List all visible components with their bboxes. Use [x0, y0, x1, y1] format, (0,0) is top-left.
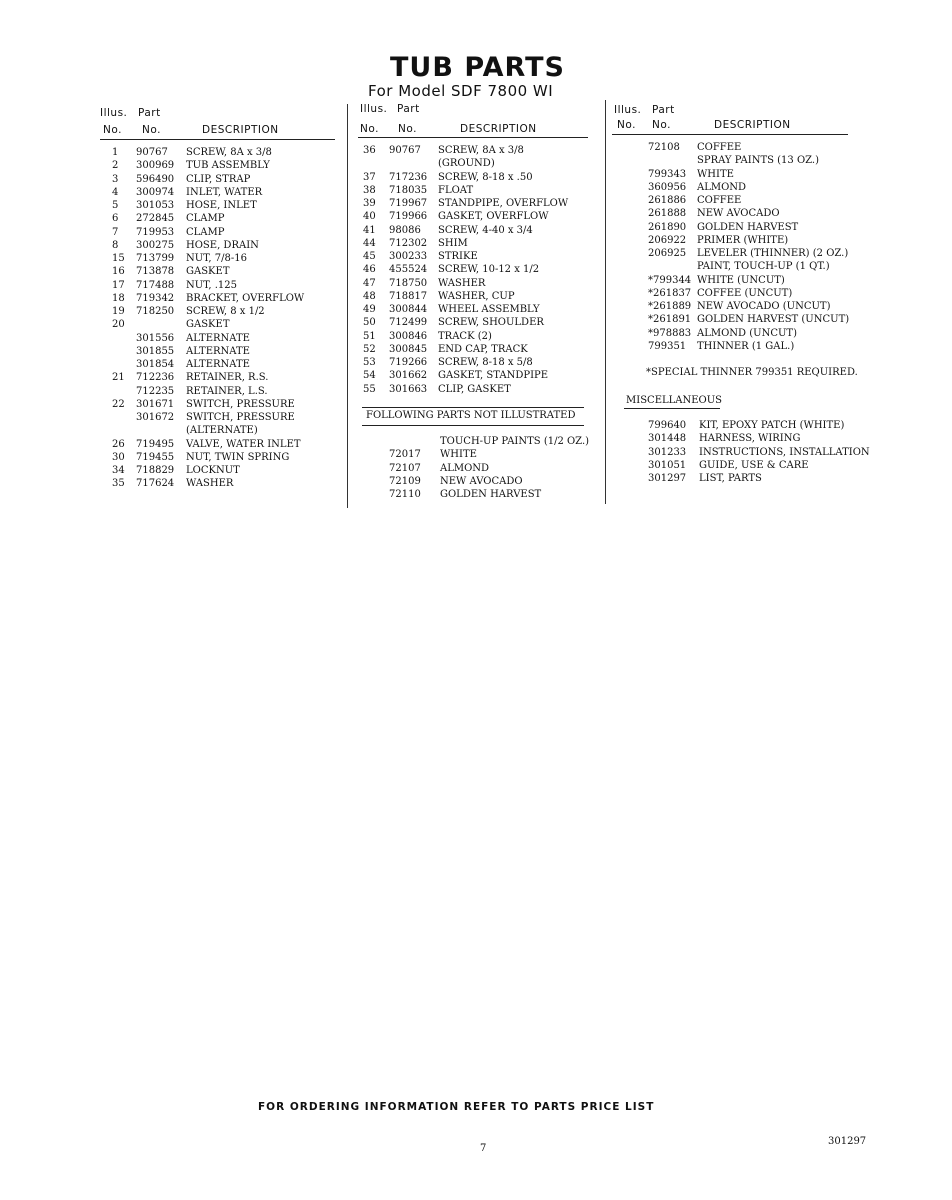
part-description: KIT, EPOXY PATCH (WHITE) — [699, 420, 845, 431]
illus-number: 19 — [112, 306, 125, 317]
illus-label: Illus. — [614, 104, 642, 116]
illus-number: 45 — [363, 251, 376, 262]
part-number: 799640 — [648, 420, 687, 431]
part-number: 719953 — [136, 226, 175, 238]
part-number: 72017 — [389, 449, 421, 461]
part-number: 300845 — [389, 343, 428, 355]
part-description: GOLDEN HARVEST — [697, 221, 799, 233]
part-label: Part — [652, 104, 675, 116]
page-title: TUB PARTS — [390, 52, 565, 83]
part-number: 300974 — [136, 186, 175, 198]
part-description: PAINT, TOUCH-UP (1 QT.) — [697, 261, 830, 273]
part-number: 718750 — [389, 277, 428, 289]
part-description: STRIKE — [438, 251, 478, 262]
part-number: 206922 — [648, 234, 687, 246]
illus-number: 55 — [363, 383, 376, 395]
part-description: TOUCH-UP PAINTS (1/2 OZ.) — [440, 436, 590, 447]
part-number: 301297 — [648, 473, 687, 484]
part-description: NEW AVOCADO (UNCUT) — [697, 301, 831, 312]
illus-label: Illus. — [100, 107, 128, 119]
part-description: SCREW, 4-40 x 3/4 — [438, 224, 533, 236]
part-number: 713878 — [136, 266, 175, 278]
part-description: HOSE, DRAIN — [186, 239, 259, 251]
part-number: 718817 — [389, 290, 428, 302]
part-description: RETAINER, L.S. — [186, 385, 268, 397]
part-number: 718250 — [136, 306, 175, 317]
part-number: 717488 — [136, 279, 175, 291]
document-code: 301297 — [828, 1136, 867, 1147]
part-description: NUT, .125 — [186, 279, 238, 291]
illus-number: 44 — [363, 237, 376, 249]
part-number: 98086 — [389, 224, 421, 236]
no-label: No. — [398, 123, 417, 135]
part-label: Part — [138, 107, 161, 119]
illus-number: 46 — [363, 264, 376, 276]
part-number: 596490 — [136, 173, 175, 185]
part-description: BRACKET, OVERFLOW — [186, 292, 305, 304]
part-description: SWITCH, PRESSURE — [186, 398, 295, 410]
part-description: GASKET — [186, 319, 230, 331]
misc-heading: MISCELLANEOUS — [626, 395, 723, 406]
part-description: COFFEE — [697, 142, 742, 153]
part-number: 261890 — [648, 221, 687, 233]
part-description: LOCKNUT — [186, 465, 240, 476]
part-description: PRIMER (WHITE) — [697, 234, 789, 246]
illus-number: 2 — [112, 160, 119, 172]
part-number: 718829 — [136, 465, 175, 476]
part-number: 72108 — [648, 142, 680, 153]
part-description: (ALTERNATE) — [186, 425, 258, 437]
part-number: 301855 — [136, 345, 175, 357]
part-description: WASHER — [438, 277, 486, 289]
column-divider — [605, 100, 606, 504]
part-description: SCREW, 8-18 x 5/8 — [438, 357, 533, 368]
illus-number: 30 — [112, 451, 125, 463]
illus-number: 1 — [112, 147, 119, 158]
part-description: STANDPIPE, OVERFLOW — [438, 198, 569, 209]
part-description: CLAMP — [186, 226, 225, 238]
part-number: 301556 — [136, 332, 175, 344]
part-number: 718035 — [389, 184, 428, 196]
part-description: TUB ASSEMBLY — [186, 160, 270, 172]
part-description: INSTRUCTIONS, INSTALLATION — [699, 446, 870, 458]
illus-number: 52 — [363, 343, 376, 355]
part-number: 301053 — [136, 200, 175, 211]
part-description: COFFEE (UNCUT) — [697, 287, 793, 299]
illus-number: 5 — [112, 200, 119, 211]
part-number: 719495 — [136, 438, 175, 450]
part-number: 301233 — [648, 446, 687, 458]
part-description: RETAINER, R.S. — [186, 372, 269, 384]
illus-number: 38 — [363, 184, 376, 196]
part-number: 301671 — [136, 398, 175, 410]
part-number: 300846 — [389, 330, 428, 342]
part-description: SWITCH, PRESSURE — [186, 412, 295, 423]
part-number: 301854 — [136, 359, 175, 370]
part-description: CLIP, GASKET — [438, 383, 511, 395]
part-description: COFFEE — [697, 195, 742, 206]
illus-number: 51 — [363, 330, 376, 342]
part-number: 719342 — [136, 292, 175, 304]
illus-number: 20 — [112, 319, 125, 331]
part-description: SHIM — [438, 237, 468, 249]
part-description: TRACK (2) — [438, 330, 492, 342]
part-description: GASKET, STANDPIPE — [438, 370, 549, 382]
part-description: NEW AVOCADO — [697, 208, 780, 220]
section-rule — [362, 425, 584, 426]
part-description: WHITE — [697, 168, 734, 180]
part-number: 301448 — [648, 433, 687, 445]
no-label: No. — [617, 119, 636, 131]
ordering-footer: FOR ORDERING INFORMATION REFER TO PARTS PRICE LIST — [258, 1101, 655, 1113]
part-description: WASHER — [186, 478, 234, 490]
illus-number: 15 — [112, 253, 125, 264]
part-number: 301663 — [389, 383, 428, 395]
part-number: 717624 — [136, 478, 175, 490]
illus-number: 3 — [112, 173, 119, 185]
part-number: 300844 — [389, 304, 428, 315]
no-label: No. — [142, 124, 161, 136]
part-description: WHITE (UNCUT) — [697, 274, 785, 286]
part-number: 261886 — [648, 195, 687, 206]
no-label: No. — [652, 119, 671, 131]
illus-number: 6 — [112, 213, 119, 225]
part-description: ALMOND — [697, 181, 747, 193]
illus-number: 4 — [112, 186, 119, 198]
part-description: SCREW, 10-12 x 1/2 — [438, 264, 540, 276]
part-description: ALTERNATE — [186, 332, 250, 344]
part-number: 300969 — [136, 160, 175, 172]
illus-number: 34 — [112, 465, 125, 476]
part-description: CLAMP — [186, 213, 225, 225]
header-rule — [100, 139, 335, 140]
part-description: ALTERNATE — [186, 345, 250, 357]
part-description: SCREW, 8 x 1/2 — [186, 306, 265, 317]
part-number: 712499 — [389, 317, 428, 329]
part-number: 712302 — [389, 237, 428, 249]
part-number: 719266 — [389, 357, 428, 368]
part-description: NUT, TWIN SPRING — [186, 451, 290, 463]
part-number: *261889 — [648, 301, 692, 312]
part-description: INLET, WATER — [186, 186, 263, 198]
illus-number: 48 — [363, 290, 376, 302]
illus-number: 35 — [112, 478, 125, 490]
part-description: THINNER (1 GAL.) — [697, 340, 795, 352]
part-number: 360956 — [648, 181, 687, 193]
part-description: (GROUND) — [438, 158, 495, 170]
desc-label: DESCRIPTION — [460, 123, 537, 135]
part-description: HOSE, INLET — [186, 200, 257, 211]
part-number: 90767 — [389, 145, 421, 156]
part-number: 72110 — [389, 489, 421, 500]
header-rule — [612, 134, 848, 135]
part-description: ALTERNATE — [186, 359, 250, 370]
part-description: GASKET — [186, 266, 230, 278]
illus-number: 21 — [112, 372, 125, 384]
illus-number: 36 — [363, 145, 376, 156]
part-number: 90767 — [136, 147, 168, 158]
part-number: 455524 — [389, 264, 428, 276]
illus-number: 37 — [363, 171, 376, 183]
part-number: 719967 — [389, 198, 428, 209]
part-description: GOLDEN HARVEST — [440, 489, 542, 500]
no-label: No. — [103, 124, 122, 136]
part-number: 300233 — [389, 251, 428, 262]
part-description: ALMOND (UNCUT) — [697, 327, 797, 339]
part-number: 799351 — [648, 340, 687, 352]
part-number: *978883 — [648, 327, 692, 339]
illus-number: 53 — [363, 357, 376, 368]
desc-label: DESCRIPTION — [202, 124, 279, 136]
illus-number: 7 — [112, 226, 119, 238]
part-description: WHITE — [440, 449, 477, 461]
part-description: NUT, 7/8-16 — [186, 253, 247, 264]
part-description: LIST, PARTS — [699, 473, 762, 484]
part-description: GUIDE, USE & CARE — [699, 459, 809, 471]
part-number: 261888 — [648, 208, 687, 220]
part-description: CLIP, STRAP — [186, 173, 251, 185]
part-description: SCREW, 8-18 x .50 — [438, 171, 533, 183]
part-description: SCREW, 8A x 3/8 — [438, 145, 524, 156]
part-description: GASKET, OVERFLOW — [438, 211, 549, 223]
desc-label: DESCRIPTION — [714, 119, 791, 131]
header-rule — [358, 137, 588, 138]
misc-rule — [624, 408, 720, 409]
part-number: 72107 — [389, 462, 421, 474]
illus-number: 39 — [363, 198, 376, 209]
part-label: Part — [397, 103, 420, 115]
part-description: HARNESS, WIRING — [699, 433, 801, 445]
part-number: 206925 — [648, 248, 687, 259]
part-number: 712235 — [136, 385, 175, 397]
part-number: *261837 — [648, 287, 692, 299]
part-description: SCREW, 8A x 3/8 — [186, 147, 272, 158]
illus-number: 26 — [112, 438, 125, 450]
special-note: *SPECIAL THINNER 799351 REQUIRED. — [646, 367, 858, 378]
part-number: 72109 — [389, 475, 421, 487]
part-number: 272845 — [136, 213, 175, 225]
part-description: FLOAT — [438, 184, 474, 196]
part-description: ALMOND — [440, 462, 490, 474]
part-description: WHEEL ASSEMBLY — [438, 304, 540, 315]
illus-number: 47 — [363, 277, 376, 289]
illus-number: 17 — [112, 279, 125, 291]
part-description: NEW AVOCADO — [440, 475, 523, 487]
part-description: END CAP, TRACK — [438, 343, 528, 355]
part-number: 719455 — [136, 451, 175, 463]
illus-label: Illus. — [360, 103, 388, 115]
part-number: 799343 — [648, 168, 687, 180]
part-description: GOLDEN HARVEST (UNCUT) — [697, 314, 850, 326]
part-number: 301051 — [648, 459, 687, 471]
page-subtitle: For Model SDF 7800 WI — [368, 82, 554, 100]
part-description: SCREW, SHOULDER — [438, 317, 544, 329]
part-number: 717236 — [389, 171, 428, 183]
illus-number: 22 — [112, 398, 125, 410]
part-description: WASHER, CUP — [438, 290, 515, 302]
part-number: 712236 — [136, 372, 175, 384]
part-number: 719966 — [389, 211, 428, 223]
part-number: *261891 — [648, 314, 692, 326]
illus-number: 41 — [363, 224, 376, 236]
part-description: LEVELER (THINNER) (2 OZ.) — [697, 248, 849, 259]
illus-number: 49 — [363, 304, 376, 315]
part-number: 713799 — [136, 253, 175, 264]
column-divider — [347, 104, 348, 508]
illus-number: 50 — [363, 317, 376, 329]
part-description: VALVE, WATER INLET — [186, 438, 301, 450]
no-label: No. — [360, 123, 379, 135]
section-rule — [362, 407, 584, 408]
illus-number: 54 — [363, 370, 376, 382]
illus-number: 16 — [112, 266, 125, 278]
illus-number: 40 — [363, 211, 376, 223]
illus-number: 8 — [112, 239, 119, 251]
part-number: 300275 — [136, 239, 175, 251]
part-number: 301672 — [136, 412, 175, 423]
illus-number: 18 — [112, 292, 125, 304]
page-number: 7 — [480, 1143, 487, 1154]
part-description: SPRAY PAINTS (13 OZ.) — [697, 155, 819, 167]
following-heading: FOLLOWING PARTS NOT ILLUSTRATED — [366, 410, 576, 421]
part-number: *799344 — [648, 274, 692, 286]
part-number: 301662 — [389, 370, 428, 382]
